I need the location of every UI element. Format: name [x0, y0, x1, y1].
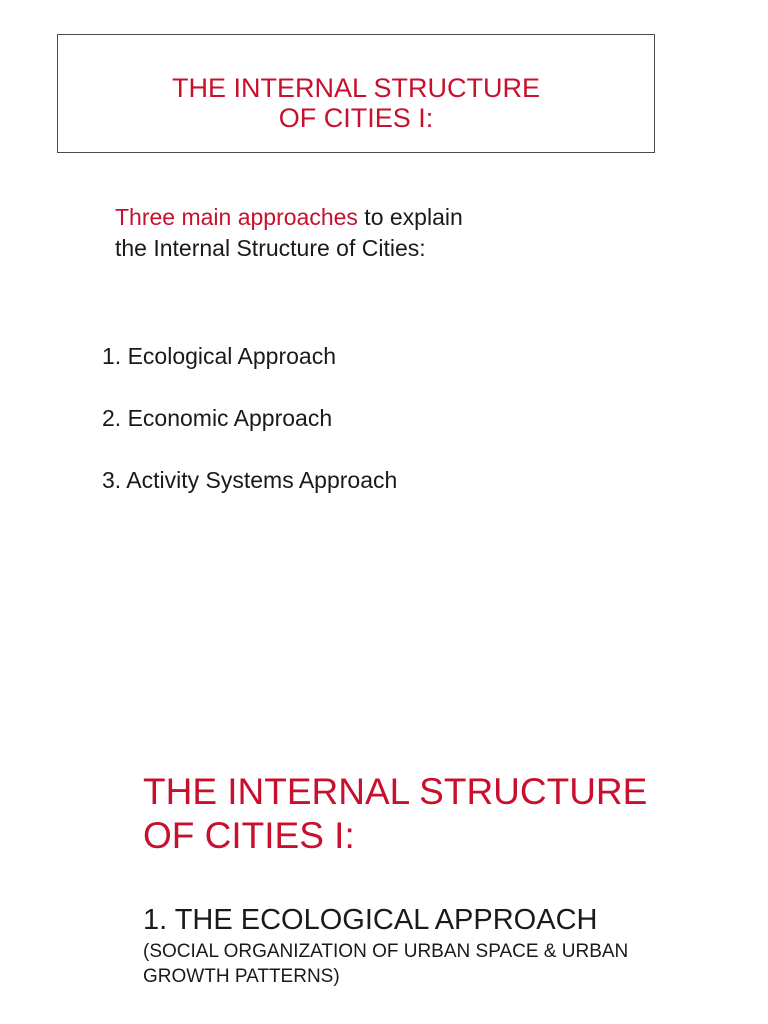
intro-highlight: Three main approaches: [115, 204, 358, 230]
slide-1-title-line-1: THE INTERNAL STRUCTURE: [171, 73, 541, 103]
list-item: 2. Economic Approach: [102, 405, 333, 431]
intro-line-2: the Internal Structure of Cities:: [115, 235, 426, 261]
subheading-line-1: (SOCIAL ORGANIZATION OF URBAN SPACE & URBAN: [143, 941, 629, 962]
slide-2-title-line-1: THE INTERNAL STRUCTURE: [143, 771, 648, 812]
subheading-line-2: GROWTH PATTERNS): [143, 966, 340, 987]
intro-rest: to explain: [357, 204, 463, 230]
slide-2: [0, 740, 768, 1024]
slide-1-title-box: [57, 34, 655, 153]
slide-1-title-line-2: OF CITIES I:: [278, 103, 434, 133]
approaches-list: [102, 342, 397, 528]
section-heading: 1. THE ECOLOGICAL APPROACH: [143, 904, 598, 936]
list-item: 1. Ecological Approach: [102, 343, 336, 369]
list-item: 3. Activity Systems Approach: [102, 467, 398, 493]
slide-2-title-line-2: OF CITIES I:: [143, 815, 355, 856]
intro-line-1: [115, 202, 463, 233]
slide-2-title: [143, 770, 647, 858]
intro-text: [115, 202, 463, 264]
section-subheading: [143, 939, 628, 989]
